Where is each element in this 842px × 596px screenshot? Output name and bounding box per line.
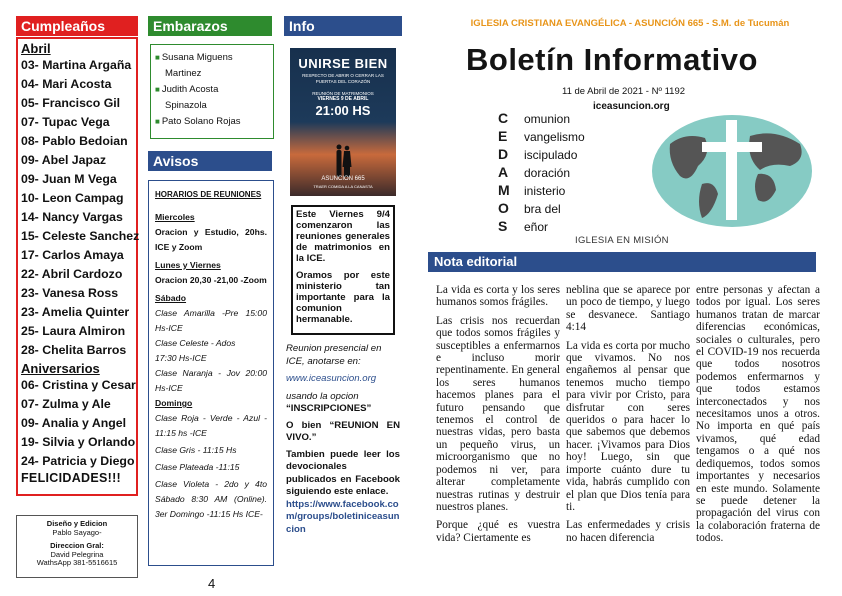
acrostic-letter: S [498, 218, 508, 234]
birthday-item: 07- Tupac Vega [21, 115, 110, 129]
info-p3: O bien “REUNION EN VIVO.” [286, 419, 400, 443]
horarios-heading: HORARIOS DE REUNIONES [155, 190, 262, 199]
cumpleanos-header: Cumpleaños [16, 16, 138, 36]
info-p1: Reunion presencial en ICE, anotarse en: [286, 343, 382, 367]
bulletin-website[interactable]: iceasuncion.org [593, 101, 670, 112]
embarazo-name: Spinazola [165, 100, 207, 111]
birthday-item: 25- Laura Almiron [21, 324, 126, 338]
birthday-item: 23- Vanesa Ross [21, 286, 119, 300]
acrostic-word: vangelismo [524, 130, 585, 144]
felicidades-text: FELICIDADES!!! [21, 471, 122, 485]
birthday-item: 17- Carlos Amaya [21, 248, 124, 262]
anniversary-item: 07- Zulma y Ale [21, 397, 111, 411]
embarazos-header: Embarazos [148, 16, 272, 36]
embarazo-item [155, 82, 269, 114]
bulletin-date: 11 de Abril de 2021 - Nº 1192 [562, 86, 686, 97]
acrostic-letter: C [498, 110, 509, 126]
sabado-class: Clase Celeste - Ados [155, 338, 236, 348]
editorial-paragraph: La vida es corta y los seres humanos somos frágiles. [436, 284, 560, 309]
domingo-list [155, 411, 267, 522]
sabado-label: Sábado [155, 293, 187, 303]
avisos-box [148, 180, 274, 566]
acrostic-word: doración [524, 166, 571, 180]
lunes-label: Lunes y Viernes [155, 260, 221, 270]
cumpleanos-box [16, 37, 138, 496]
editorial-column-1 [436, 284, 560, 550]
nota-editorial-header: Nota editorial [428, 252, 816, 272]
anniversary-item: 09- Analia y Angel [21, 416, 127, 430]
inscripciones-text: “INSCRIPCIONES” [286, 403, 372, 414]
anniversary-item: 06- Cristina y Cesar [21, 378, 136, 392]
editorial-paragraph: neblina que se aparece por un poco de tiempo, y luego se desvanece. Santiago 4:14 [566, 284, 690, 334]
poster-address: ASUNCION 665 [321, 176, 365, 182]
acrostic-word: iscipulado [524, 148, 578, 162]
birthday-item: 09- Abel Japaz [21, 153, 106, 167]
acrostic-letter: M [498, 182, 510, 198]
abril-label: Abril [21, 41, 51, 56]
poster-note: TRAER COMIDA A LA CANASTA [313, 184, 373, 189]
church-name: IGLESIA CRISTIANA EVANGÉLICA - ASUNCIÓN 665 - S.M. de Tucumán [470, 18, 790, 29]
editorial-paragraph: Porque ¿qué es vuestra vida? Ciertamente es [436, 519, 560, 544]
anniversary-item: 19- Silvia y Orlando [21, 435, 136, 449]
birthday-item: 08- Pablo Bedoian [21, 134, 128, 148]
event-poster [290, 48, 396, 196]
embarazo-item [155, 50, 269, 82]
bulletin-title: Boletín Informativo [466, 42, 758, 77]
embarazo-line [155, 50, 269, 66]
embarazo-line [155, 98, 269, 114]
editorial-paragraph: Las crisis nos recuerdan que todos somos frágiles y susceptibles a enfermarnos e incluso morir repentinamente. En general los seres humanos hacemos planes para el futuro pensando que tenemos el control de nuestras vidas, pero basta un pequeño virus, un microorganismo que no podemos ni ver, para alterar completamente nuestras rutinas y destruir nuestros planes. [436, 314, 560, 513]
embarazo-line [155, 66, 269, 82]
embarazo-name: Susana Miguens [161, 52, 233, 63]
credits-design-name: Pablo Sayago- [52, 527, 102, 537]
editorial-column-2 [566, 284, 690, 550]
abril-list [18, 56, 140, 360]
poster-event: REUNIÓN DE MATRIMONIOS [312, 91, 374, 96]
info-text [286, 343, 400, 536]
embarazo-name: Martinez [165, 68, 202, 79]
poster-subtitle: RESPECTO DE ABRIR O CERRAR LAS PUERTAS DEL CORAZÓN [302, 73, 384, 84]
credits-direction-label: Direccion Gral: [50, 541, 104, 550]
info-p4: Tambien puede leer los devocionales publicados en Facebook siguiendo este enlace. [286, 448, 400, 497]
acrostic-letter: O [498, 200, 509, 216]
birthday-item: 04- Mari Acosta [21, 77, 112, 91]
acrostic-letter: D [498, 146, 509, 162]
aniversarios-list [18, 376, 136, 471]
embarazo-name: Judith Acosta [161, 84, 219, 95]
bullet-icon: ■ [155, 53, 160, 62]
bullet-icon: ■ [155, 85, 160, 94]
domingo-label: Domingo [155, 398, 193, 408]
miercoles-label: Miercoles [155, 212, 195, 222]
birthday-item: 23- Amelia Quinter [21, 305, 130, 319]
birthday-item: 05- Francisco Gil [21, 96, 121, 110]
sabado-class: Clase Amarilla -Pre 15:00 Hs-ICE [155, 308, 267, 333]
info-box-text-1: Este Viernes 9/4 comenzaron las reuniones generales de matrimonios en la ICE. [296, 209, 390, 264]
embarazo-name: Pato Solano Rojas [161, 116, 241, 127]
info-box-text-2: Oramos por este ministerio tan importante para la comunion hermanable. [296, 270, 390, 325]
facebook-link[interactable]: https://www.facebook.com/groups/boletiniceasuncion [286, 498, 400, 535]
birthday-item: 15- Celeste Sanchez [21, 229, 140, 243]
editorial-paragraph: Las enfermedades y crisis no hacen diferencia [566, 519, 690, 544]
editorial-paragraph: entre personas y afectan a todos por igual. Los seres humanos tratan de marcar diferencias económicas, sociales o culturales, pero el COVID-19 nos recuerda que todos nosotros podemos enfermarnos y que todos estamos interconectados y nos necesitamos unos a otros. No importa en qué país vivamos, qué edad tengamos o a qué nos dediquemos, todos somos importantes y necesarios en este mundo. Solamente se puede detener la propagación del virus con la colaboración fraterna de todos. [696, 284, 820, 545]
acrostic-word: omunion [524, 112, 571, 126]
credits-whatsapp: WathsApp 381-5516615 [36, 558, 118, 567]
acrostic-word: inisterio [524, 184, 566, 198]
sabado-class: Clase Naranja - Jov 20:00 Hs-ICE [155, 368, 267, 393]
anniversary-item: 24- Patricia y Diego [21, 454, 135, 468]
domingo-class: Clase Roja - Verde - Azul - 11:15 hs -ICE [155, 413, 267, 438]
birthday-item: 09- Juan M Vega [21, 172, 117, 186]
sabado-list [155, 306, 267, 396]
sabado-class: 17:30 Hs-ICE [155, 353, 207, 363]
acrostic-letter: E [498, 128, 508, 144]
domingo-class: Clase Violeta - 2do y 4to Sábado 8:30 AM (Online). 3er Domingo -11:15 Hs ICE- [155, 479, 267, 519]
editorial-column-3 [696, 284, 820, 551]
couple-silhouette-icon [333, 143, 353, 177]
acrostic-word: eñor [524, 220, 549, 234]
globe-cross-icon [650, 114, 814, 229]
embarazo-item [155, 114, 269, 130]
editorial-paragraph: La vida es corta por mucho que vivamos. No nos engañemos al pensar que tenemos mucho tiempo para vivir por Cristo, para disfrutar con seres queridos o para hacer lo que sabemos que debemos hacer. ¡Vivamos para Dios hoy! Luego, sin que importe cuánto dure tu vida, habrás cumplido con el plan que Dios tenía para ti. [566, 339, 690, 513]
birthday-item: 28- Chelita Barros [21, 343, 127, 357]
credits-direction-name: David Pelegrina [50, 549, 104, 559]
avisos-header: Avisos [148, 151, 272, 171]
birthday-item: 03- Martina Argaña [21, 58, 132, 72]
birthday-item: 14- Nancy Vargas [21, 210, 123, 224]
poster-title: UNIRSE BIEN [298, 56, 388, 71]
poster-date: VIERNES 9 DE ABRIL [317, 96, 369, 102]
page-number: 4 [208, 576, 216, 591]
birthday-item: 22- Abril Cardozo [21, 267, 123, 281]
credits-box [16, 515, 138, 578]
embarazos-box [150, 44, 274, 139]
credits-design-label: Diseño y Edicion [46, 519, 108, 528]
acrostic-letter: A [498, 164, 509, 180]
domingo-class: Clase Plateada -11:15 [155, 462, 240, 472]
info-p2: usando la opcion [286, 390, 359, 402]
info-notice-box [291, 205, 395, 335]
lunes-text: Oracion 20,30 -21,00 -Zoom [155, 275, 267, 285]
aniversarios-label: Aniversarios [21, 361, 100, 376]
embarazo-line [155, 82, 269, 98]
acrostic-word: bra del [524, 202, 561, 216]
website-link[interactable]: www.iceasuncion.org [286, 373, 377, 384]
bullet-icon: ■ [155, 117, 160, 126]
birthday-item: 10- Leon Campag [21, 191, 124, 205]
domingo-class: Clase Gris - 11:15 Hs [155, 445, 237, 455]
embarazo-line [155, 114, 269, 130]
info-header: Info [284, 16, 402, 36]
poster-time: 21:00 HS [315, 103, 371, 118]
mision-label: IGLESIA EN MISIÓN [575, 235, 669, 246]
miercoles-text: Oracion y Estudio, 20hs. ICE y Zoom [155, 227, 267, 252]
